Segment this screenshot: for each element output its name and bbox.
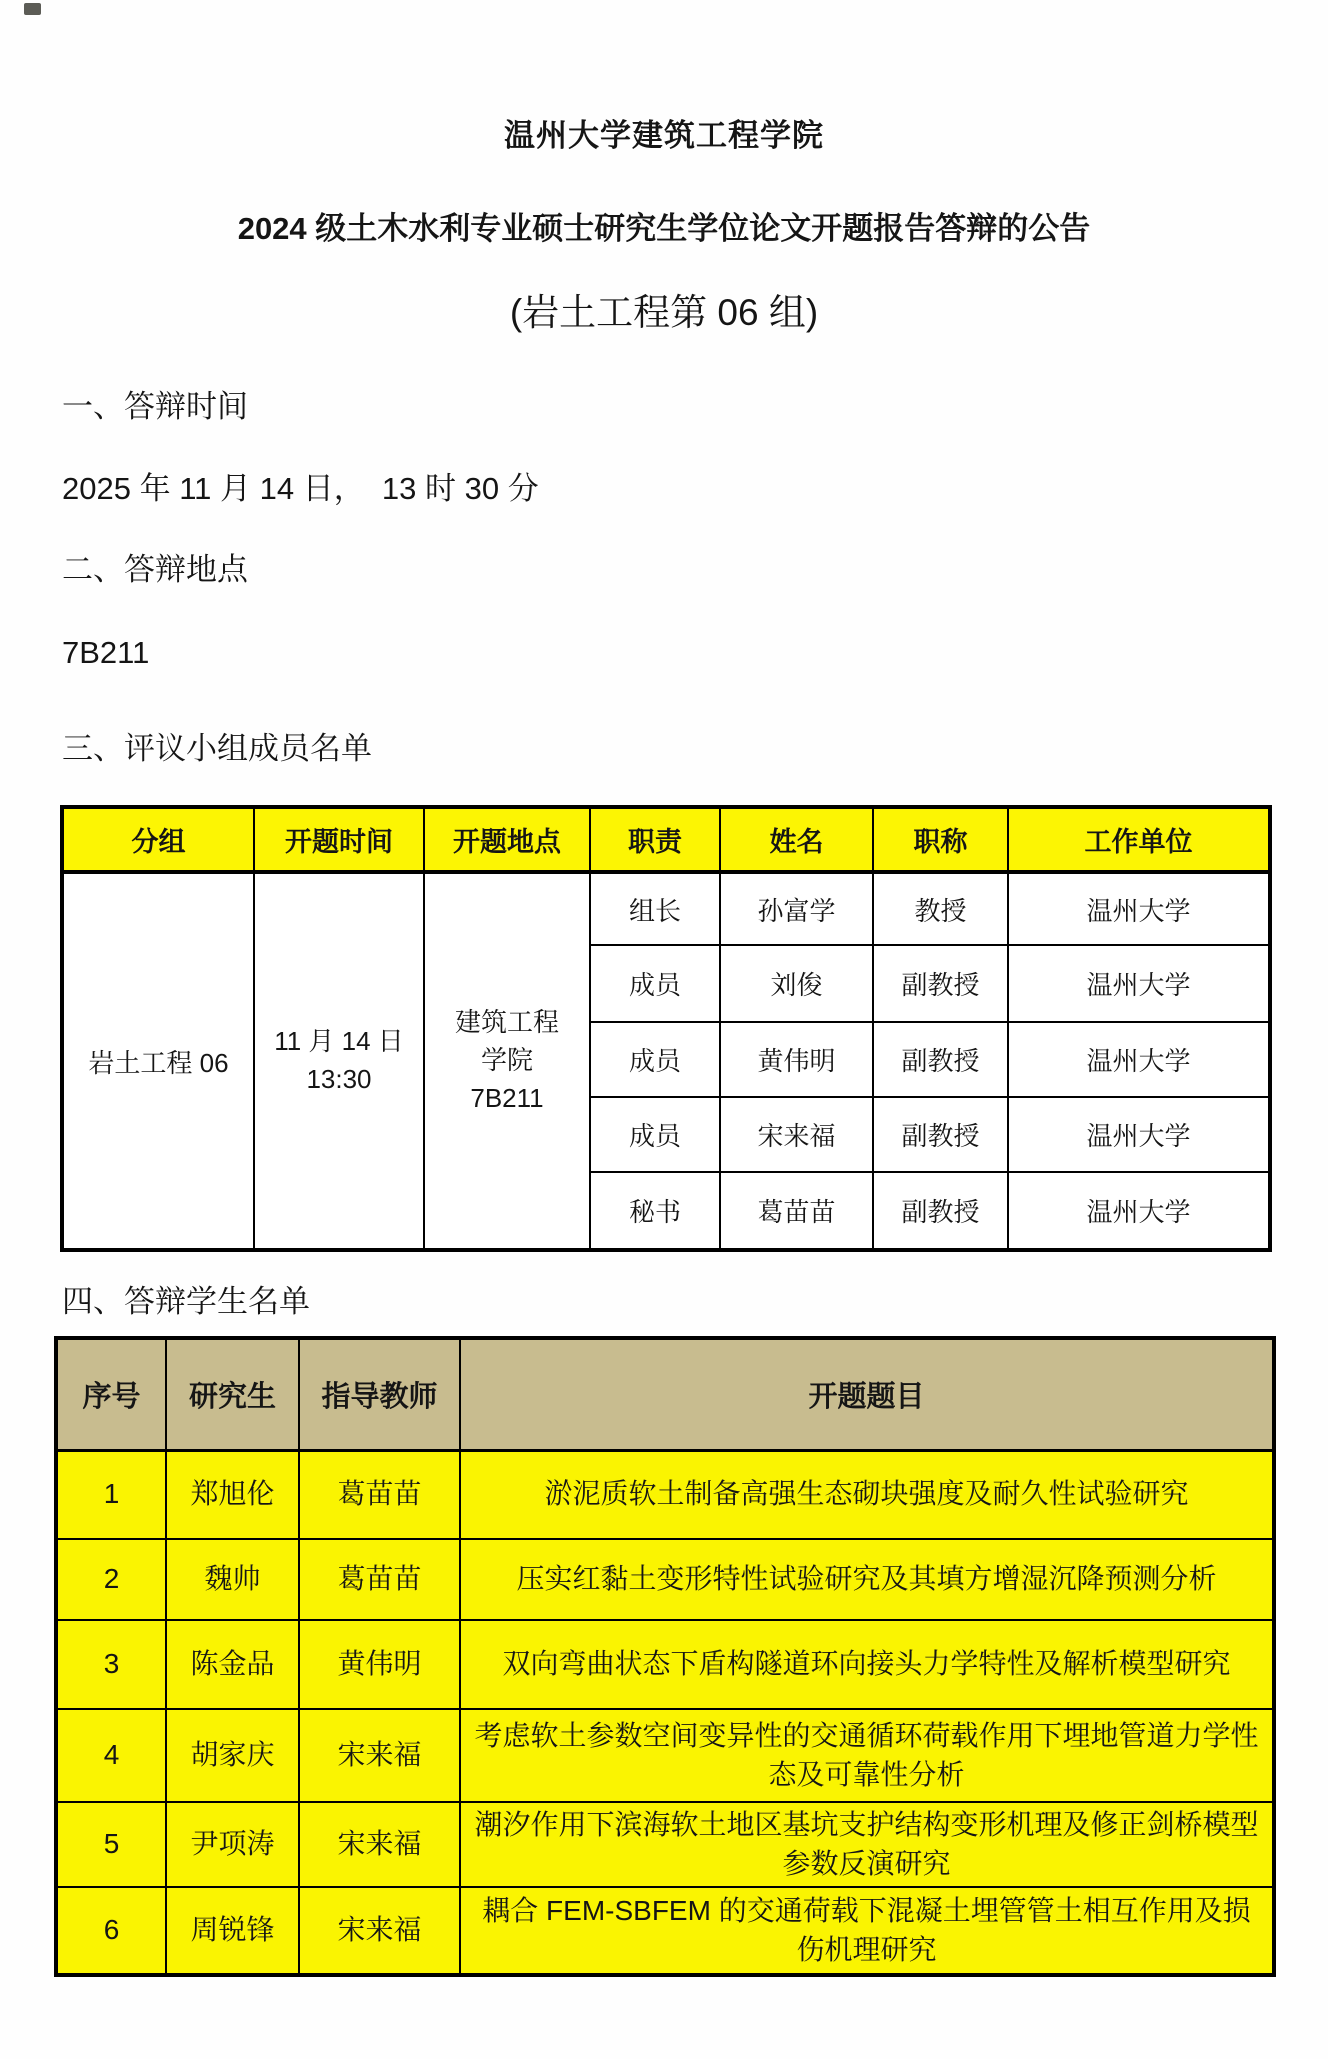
duty-cell: 秘书 — [590, 1172, 720, 1250]
time-line: 11 月 14 日 — [274, 1026, 404, 1057]
affiliation-cell: 温州大学 — [1008, 872, 1270, 945]
page-title: 温州大学建筑工程学院 — [504, 118, 824, 153]
column-header-topic: 开题题目 — [460, 1338, 1274, 1450]
title-cell: 副教授 — [873, 1172, 1008, 1250]
defense-location-text: 7B211 — [62, 635, 150, 670]
topic-cell: 压实红黏土变形特性试验研究及其填方增湿沉降预测分析 — [460, 1539, 1274, 1620]
location-line: 学院 — [480, 1045, 533, 1076]
student-row — [56, 1887, 1274, 1975]
duty-cell: 成员 — [590, 1097, 720, 1172]
advisor-cell: 黄伟明 — [299, 1620, 460, 1709]
location-cell — [424, 872, 590, 1250]
column-header-time: 开题时间 — [254, 807, 424, 872]
student-row — [56, 1802, 1274, 1887]
affiliation-cell: 温州大学 — [1008, 945, 1270, 1022]
time-cell — [254, 872, 424, 1250]
location-line: 7B211 — [470, 1082, 544, 1113]
title-cell: 副教授 — [873, 1097, 1008, 1172]
name-cell: 黄伟明 — [720, 1022, 873, 1097]
location-line: 建筑工程 — [454, 1007, 559, 1038]
advisor-cell: 宋来福 — [299, 1887, 460, 1975]
name-cell: 孙富学 — [720, 872, 873, 945]
student-cell: 周锐锋 — [166, 1887, 299, 1975]
no-cell: 6 — [56, 1887, 166, 1975]
student-row — [56, 1450, 1274, 1539]
duty-cell: 成员 — [590, 945, 720, 1022]
topic-cell: 考虑软土参数空间变异性的交通循环荷载作用下埋地管道力学性态及可靠性分析 — [460, 1709, 1274, 1802]
committee-header-row — [62, 807, 1270, 872]
no-cell: 1 — [56, 1450, 166, 1539]
students-header-row — [56, 1338, 1274, 1450]
topic-cell: 双向弯曲状态下盾构隧道环向接头力学特性及解析模型研究 — [460, 1620, 1274, 1709]
topic-cell: 淤泥质软土制备高强生态砌块强度及耐久性试验研究 — [460, 1450, 1274, 1539]
title-cell: 教授 — [873, 872, 1008, 945]
column-header-name: 姓名 — [720, 807, 873, 872]
title-cell: 副教授 — [873, 1022, 1008, 1097]
topic-cell: 潮汐作用下滨海软土地区基坑支护结构变形机理及修正剑桥模型参数反演研究 — [460, 1802, 1274, 1887]
section-1-heading: 一、答辩时间 — [62, 389, 248, 424]
column-header-title: 职称 — [873, 807, 1008, 872]
column-header-duty: 职责 — [590, 807, 720, 872]
affiliation-cell: 温州大学 — [1008, 1097, 1270, 1172]
advisor-cell: 宋来福 — [299, 1802, 460, 1887]
topic-cell: 耦合 FEM-SBFEM 的交通荷载下混凝土埋管管土相互作用及损伤机理研究 — [460, 1887, 1274, 1975]
committee-table — [60, 805, 1272, 1252]
name-cell: 葛苗苗 — [720, 1172, 873, 1250]
time-line: 13:30 — [306, 1064, 372, 1094]
student-cell: 魏帅 — [166, 1539, 299, 1620]
no-cell: 2 — [56, 1539, 166, 1620]
group-label: (岩土工程第 06 组) — [509, 292, 819, 333]
column-header-student: 研究生 — [166, 1338, 299, 1450]
affiliation-cell: 温州大学 — [1008, 1172, 1270, 1250]
name-cell: 宋来福 — [720, 1097, 873, 1172]
column-header-group: 分组 — [62, 807, 254, 872]
no-cell: 5 — [56, 1802, 166, 1887]
defense-time-text: 2025 年 11 月 14 日， 13 时 30 分 — [62, 471, 539, 506]
advisor-cell: 葛苗苗 — [299, 1450, 460, 1539]
student-cell: 尹项涛 — [166, 1802, 299, 1887]
no-cell: 3 — [56, 1620, 166, 1709]
student-row — [56, 1620, 1274, 1709]
column-header-no: 序号 — [56, 1338, 166, 1450]
student-cell: 胡家庆 — [166, 1709, 299, 1802]
advisor-cell: 宋来福 — [299, 1709, 460, 1802]
committee-row — [62, 872, 1270, 945]
student-row — [56, 1539, 1274, 1620]
advisor-cell: 葛苗苗 — [299, 1539, 460, 1620]
column-header-affiliation: 工作单位 — [1008, 807, 1270, 872]
section-4-heading: 四、答辩学生名单 — [62, 1284, 310, 1319]
students-table — [54, 1336, 1276, 1977]
section-3-heading: 三、评议小组成员名单 — [62, 731, 372, 766]
group-cell: 岩土工程 06 — [62, 872, 254, 1250]
column-header-location: 开题地点 — [424, 807, 590, 872]
duty-cell: 组长 — [590, 872, 720, 945]
student-cell: 陈金品 — [166, 1620, 299, 1709]
announcement-title: 2024 级土木水利专业硕士研究生学位论文开题报告答辩的公告 — [237, 211, 1091, 246]
name-cell: 刘俊 — [720, 945, 873, 1022]
no-cell: 4 — [56, 1709, 166, 1802]
scan-artifact — [24, 3, 41, 15]
section-2-heading: 二、答辩地点 — [62, 552, 248, 587]
student-row — [56, 1709, 1274, 1802]
column-header-advisor: 指导教师 — [299, 1338, 460, 1450]
affiliation-cell: 温州大学 — [1008, 1022, 1270, 1097]
duty-cell: 成员 — [590, 1022, 720, 1097]
title-cell: 副教授 — [873, 945, 1008, 1022]
student-cell: 郑旭伦 — [166, 1450, 299, 1539]
